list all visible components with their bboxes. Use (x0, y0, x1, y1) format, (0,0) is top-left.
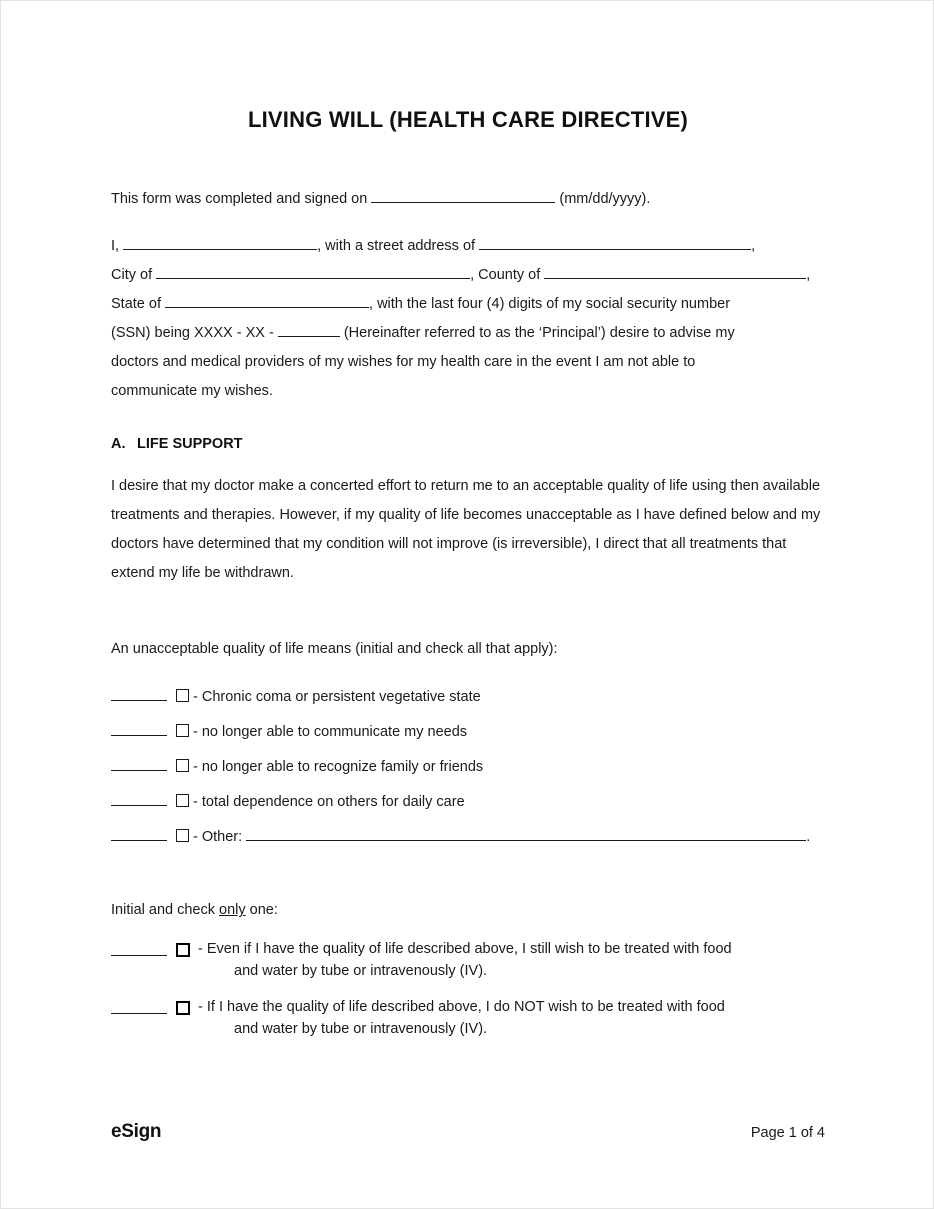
line1-comma: , (751, 238, 756, 255)
exclusive-choice-list (111, 938, 825, 1040)
page-number: Page 1 of 4 (750, 1125, 825, 1141)
name-label: I, (111, 238, 120, 255)
street-address-label: , with a street address of (317, 238, 476, 255)
checkbox-recognize[interactable] (176, 759, 189, 772)
identification-line-3 (111, 290, 825, 319)
choice-1-line-2: and water by tube or intravenously (IV). (234, 963, 488, 980)
option-label-other: - Other: (193, 829, 243, 846)
choice-2-line-1: - If I have the quality of life described above, I do NOT wish to be treated with food (198, 999, 725, 1016)
option-label-recognize: - no longer able to recognize family or friends (193, 759, 484, 776)
choice-1-line-1: - Even if I have the quality of life described above, I still wish to be treated with food (198, 941, 732, 958)
checkbox-coma[interactable] (176, 689, 189, 702)
option-label-coma: - Chronic coma or persistent vegetative state (193, 689, 481, 706)
date-blank-field[interactable] (371, 187, 555, 203)
option-label-communicate: - no longer able to communicate my needs (193, 724, 468, 741)
state-label: State of (111, 296, 161, 313)
choice-text-1 (194, 938, 825, 982)
option-label-dependence: - total dependence on others for daily care (193, 794, 465, 811)
street-address-blank-field[interactable] (479, 234, 751, 250)
choice-text-2 (194, 996, 825, 1040)
line2-comma: , (806, 267, 811, 284)
identification-block (111, 232, 825, 406)
page-footer (111, 1121, 825, 1143)
only-one-suffix: one: (245, 902, 278, 919)
option-row-other (111, 820, 825, 855)
unacceptable-options-list (111, 680, 825, 855)
initial-blank-choice-2[interactable] (111, 998, 167, 1014)
option-row-coma (111, 680, 825, 715)
initial-blank-other[interactable] (111, 825, 167, 841)
unacceptable-quality-lead: An unacceptable quality of life means (initial and check all that apply): (111, 641, 558, 658)
option-row-dependence (111, 785, 825, 820)
identification-line-5: doctors and medical providers of my wishes for my health care in the event I am not able to (111, 354, 696, 371)
option-row-recognize (111, 750, 825, 785)
initial-blank-communicate[interactable] (111, 720, 167, 736)
principal-text: (Hereinafter referred to as the ‘Principal’) desire to advise my (343, 325, 735, 342)
identification-line-4 (111, 319, 825, 348)
identification-line-6: communicate my wishes. (111, 383, 273, 400)
initial-blank-coma[interactable] (111, 685, 167, 701)
ssn-label: (SSN) being XXXX - XX - (111, 325, 274, 342)
page-title: LIVING WILL (HEALTH CARE DIRECTIVE) (247, 107, 689, 132)
brand-logo: eSign (111, 1121, 162, 1142)
choice-initial-wrapper-1 (111, 938, 194, 963)
completion-date-prefix: This form was completed and signed on (111, 191, 368, 208)
initial-blank-choice-1[interactable] (111, 940, 167, 956)
city-blank-field[interactable] (156, 263, 470, 279)
other-text-blank-field[interactable] (246, 825, 806, 841)
option-row-communicate (111, 715, 825, 750)
identification-line-2 (111, 261, 825, 290)
option-other-period: . (806, 829, 811, 846)
section-a-paragraph: I desire that my doctor make a concerted effort to return me to an acceptable quality of life using then available treatments and therapies. However, if my quality of life becomes unacceptable as I have defined below and my doctors have determined that my condition will not improve (is irreversible), I direct that all treatments that extend my life be withdrawn. (111, 478, 821, 582)
only-one-emphasis: only (219, 902, 246, 919)
checkbox-choice-2[interactable] (176, 1001, 190, 1015)
identification-line-1 (111, 232, 825, 261)
choice-row-treat-with-food (111, 938, 825, 982)
choice-2-line-2: and water by tube or intravenously (IV). (234, 1021, 488, 1038)
checkbox-other[interactable] (176, 829, 189, 842)
completion-date-suffix: (mm/dd/yyyy). (559, 191, 651, 208)
document-content (111, 1, 825, 1054)
section-a-heading (111, 436, 825, 452)
checkbox-choice-1[interactable] (176, 943, 190, 957)
initial-blank-dependence[interactable] (111, 790, 167, 806)
completion-date-line (111, 185, 825, 214)
checkbox-communicate[interactable] (176, 724, 189, 737)
name-blank-field[interactable] (123, 234, 317, 250)
ssn-intro-text: , with the last four (4) digits of my social security number (369, 296, 731, 313)
choice-initial-wrapper-2 (111, 996, 194, 1021)
city-label: City of (111, 267, 153, 284)
county-blank-field[interactable] (544, 263, 806, 279)
checkbox-dependence[interactable] (176, 794, 189, 807)
section-a-title: LIFE SUPPORT (137, 436, 243, 453)
initial-only-one-instruction (111, 902, 825, 918)
only-one-prefix: Initial and check (111, 902, 220, 919)
ssn-blank-field[interactable] (278, 321, 340, 337)
choice-row-not-treat-with-food (111, 996, 825, 1040)
initial-blank-recognize[interactable] (111, 755, 167, 771)
state-blank-field[interactable] (165, 292, 369, 308)
county-label: , County of (470, 267, 541, 284)
section-a-letter: A. (111, 436, 126, 453)
